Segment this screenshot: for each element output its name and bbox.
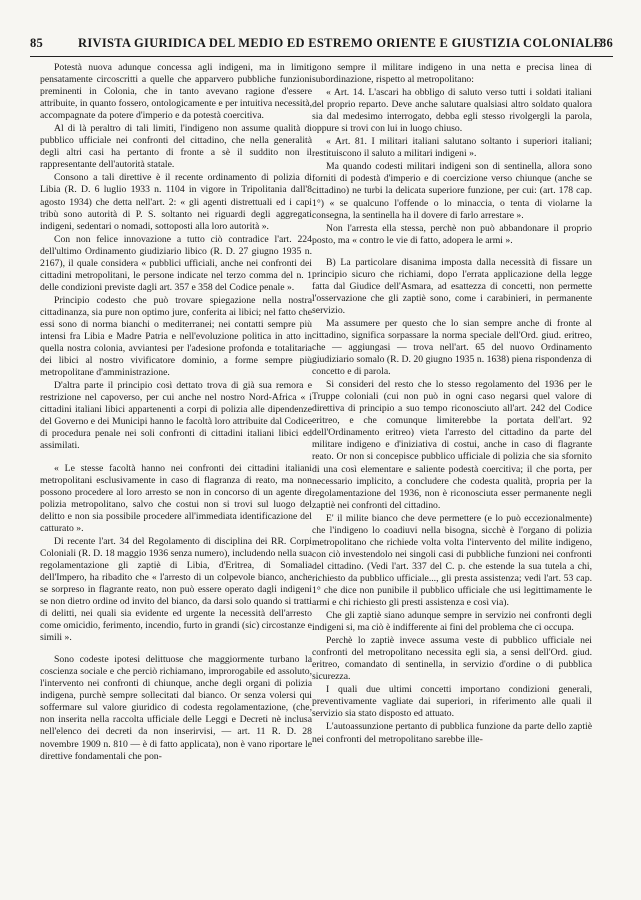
paragraph: D'altra parte il principio così dettato trova di già sua remora e restrizione nel capoverso, per cui anche nel nostro Nord-Africa « i cittadini italiani libici appartenenti a corpi di polizia alle dipendenze del Governo e dei Municipi hanno le facoltà loro attribuite dal Codice di procedura penale nei soli confronti di cittadini italiani libici ed assimilati. xyxy=(40,380,312,452)
left-column xyxy=(40,62,312,763)
paragraph: Ma quando codesti militari indigeni son di sentinella, allora sono forniti di podestà d'imperio e di coercizione verso chiunque (anche se cittadino) ne turbi la delicata superiore funzione, per cui: (art. 178 cap. 1°) « se qualcuno l'offende o lo minaccia, o tenta di violarne la consegna, la sentinella ha il dovere di farlo arrestare ». xyxy=(312,161,592,221)
paragraph: Perchè lo zaptiè invece assuma veste di pubblico ufficiale nei confronti del metropolitano necessita egli sia, a sensi dell'Ord. giud. eritreo, comandato di sentinella, in servizio d'ordine o di pubblica sicurezza. xyxy=(312,635,592,683)
paragraph: gono sempre il militare indigeno in una netta e precisa linea di subordinazione, rispetto al metropolitano: xyxy=(312,62,592,86)
page-number-right: 86 xyxy=(599,36,613,50)
paragraph: Di recente l'art. 34 del Regolamento di disciplina dei RR. Corpi Coloniali (R. D. 18 maggio 1936 senza numero), includendo nella sua regolamentazione gli zaptiè di Libia, d'Eritrea, di Somalia dell'Impero, ha ribadito che « l'arresto di un colpevole bianco, anche se sorpreso in flagrante reato, non può essere operato dagli indigeni se non dietro ordine od invito del bianco, da darsi solo quando si tratti di delitti, nei quali sia evidente ed urgente la necessità dell'arresto come omicidio, ferimento, incendio, furto in grandi (sic) circostanze e simili ». xyxy=(40,535,312,644)
paragraph: Che gli zaptiè siano adunque sempre in servizio nei confronti degli indigeni si, ma ciò è indifferente ai fini del problema che ci occupa. xyxy=(312,610,592,634)
running-header xyxy=(30,36,613,57)
paragraph: Al di là peraltro di tali limiti, l'indigeno non assume qualità di pubblico ufficiale nei confronti del cittadino, che nella generalità degli altri casi ha pertanto di fronte a sè il suddito non il rappresentante dell'autorità statale. xyxy=(40,123,312,171)
paragraph: Con non felice innovazione a tutto ciò contradice l'art. 224 dell'ultimo Ordinamento giudiziario libico (R. D. 27 giugno 1935 n. 2167), il quale considera « pubblici ufficiali, anche nei confronti dei cittadini metropolitani, le persone indicate nel terzo comma del n. 1 delle condizioni previste dagli art. 357 e 358 del Codice penale ». xyxy=(40,233,312,293)
paragraph: Potestà nuova adunque concessa agli indigeni, ma in limiti pensatamente circoscritti a quelle che apparvero pubbliche funzioni preminenti in Colonia, che in tanto avevano ragione d'essere attribuite, in quanto fossero, ontologicamente e per intuitiva necessità, accompagnate da potere d'imperio e da potestà coercitiva. xyxy=(40,62,312,122)
paragraph: L'autoassunzione pertanto di pubblica funzione da parte dello zaptiè nei confronti del metropolitano sarebbe ille- xyxy=(312,721,592,745)
paragraph: Si consideri del resto che lo stesso regolamento del 1936 per le Truppe coloniali (cui non può in ogni caso negarsi quel valore di direttiva di principio a suo tempo riconosciuto all'art. 242 del Codice eritreo, e che comunque limiterebbe la portata dell'art. 92 dell'Ordinamento eritreo) vieta l'arresto del cittadino da parte del militare indigeno e d'iniziativa di costui, anche in caso di flagrante reato. Or non si concepisce pubblico ufficiale di polizia che sia sfornito di una così elementare e saliente podestà coercitiva; il che porta, per necessario implicito, a concludere che codesta qualità, propria per la regolamentazione del 1936, non è riconosciuta esser permanente negli zaptiè nei confronti del cittadino. xyxy=(312,379,592,511)
paragraph: E' il milite bianco che deve permettere (e lo può eccezionalmente) che l'indigeno lo coadiuvi nella bisogna, sicchè è l'organo di polizia metropolitano che richiede volta volta l'intervento del milite indigeno, con ciò investendolo nei singoli casi di pubbliche funzioni nei confronti del cittadino. (Vedi l'art. 337 del C. p. che estende la sua tutela a chi, richiesto da pubblico ufficiale..., gli presta assistenza; vedi l'art. 53 cap. 1° che dice non punibile il pubblico ufficiale che usi legittimamente le armi e chi richiesto gli presti assistenza e così via). xyxy=(312,512,592,609)
paragraph: Consono a tali direttive è il recente ordinamento di polizia di Libia (R. D. 6 luglio 1933 n. 1104 in vigore in Tripolitania dall'8 agosto 1934) che detta nell'art. 2: « gli agenti distrettuali ed i capi tribù sono autorità di P. S. soltanto nei riguardi degli aggregati indigeni, sedentari o nomadi, sottoposti alla loro autorità ». xyxy=(40,172,312,232)
quoted-paragraph: « Le stesse facoltà hanno nei confronti dei cittadini italiani metropolitani esclusivamente in caso di flagranza di reato, ma non possono procedere al loro arresto se non in concorso di un agente di polizia metropolitano, salvo che costui non si trovi sul luogo del delitto e non sia possibile procedere all'immediata identificazione del catturato ». xyxy=(40,462,312,534)
paragraph: Non l'arresta ella stessa, perchè non può abbandonare il proprio posto, ma « contro le vie di fatto, adopera le armi ». xyxy=(312,222,592,246)
right-column xyxy=(312,62,592,746)
quoted-article: « Art. 81. I militari italiani salutano soltanto i superiori italiani; restituiscono il saluto a militari indigeni ». xyxy=(312,136,592,160)
paragraph: Sono codeste ipotesi delittuose che maggiormente turbano la coscienza sociale e che perciò richiamano, improrogabile ed assoluto, l'intervento nei confronti di chiunque, anche degli organi di polizia indigena, purchè sempre sollecitati dal bianco. Or senza volersi qui soffermare sul valore giuridico di codesta regolamentazione, (che, non inserita nella raccolta ufficiale delle Leggi e Decreti nè inclusa nell'elenco dei decreti da non inserirvisi, — art. 11 R. D. 28 novembre 1909 n. 810 — è di fatto applicata), non è vano riportare le direttive fondamentali che pon- xyxy=(40,654,312,762)
page-number-left: 85 xyxy=(30,36,44,50)
paragraph: Principio codesto che può trovare spiegazione nella nostra cittadinanza, sia pure non optimo jure, conferita ai libici; nel fatto che essi sono di norma bianchi o mediterranei; nei contatti sempre più intensi fra Libia e Madre Patria e nell'evoluzione politica in atto in quella nostra colonia, avviantesi per l'adesione profonda e totalitaria dei libici al nostro vivificatore dominio, a forme sempre più metropolitane d'amministrazione. xyxy=(40,294,312,379)
section-paragraph: B) La particolare disanima imposta dalla necessità di fissare un principio sicuro che richiami, dopo l'errata applicazione della legge fatta dal Giudice dell'Asmara, ad esattezza di concetti, non permette l'osservazione che gli zaptiè sono, come i carabinieri, in permanente servizio. xyxy=(312,256,592,316)
journal-title: RIVISTA GIURIDICA DEL MEDIO ED ESTREMO ORIENTE E GIUSTIZIA COLONIALE xyxy=(78,36,603,50)
paragraph: Ma assumere per questo che lo sian sempre anche di fronte al cittadino, significa sorpassare la norma speciale dell'Ord. giud. eritreo, che — aggiungasi — trova nell'art. 65 del nuovo Ordinamento giudiziario somalo (R. D. 20 giugno 1935 n. 1638) piena rispondenza di concetto e di parola. xyxy=(312,317,592,378)
paragraph: I quali due ultimi concetti importano condizioni generali, preventivamente vagliate dai superiori, in riferimento alle quali il servizio sia stato disposto ed attuato. xyxy=(312,684,592,720)
quoted-article: « Art. 14. L'ascari ha obbligo di saluto verso tutti i soldati italiani del proprio reparto. Deve anche salutare qualsiasi altro soldato qualora sia dal medesimo interrogato, debba egli stesso rivolgergli la parola, oppure si trovi con lui in luogo chiuso. xyxy=(312,87,592,135)
